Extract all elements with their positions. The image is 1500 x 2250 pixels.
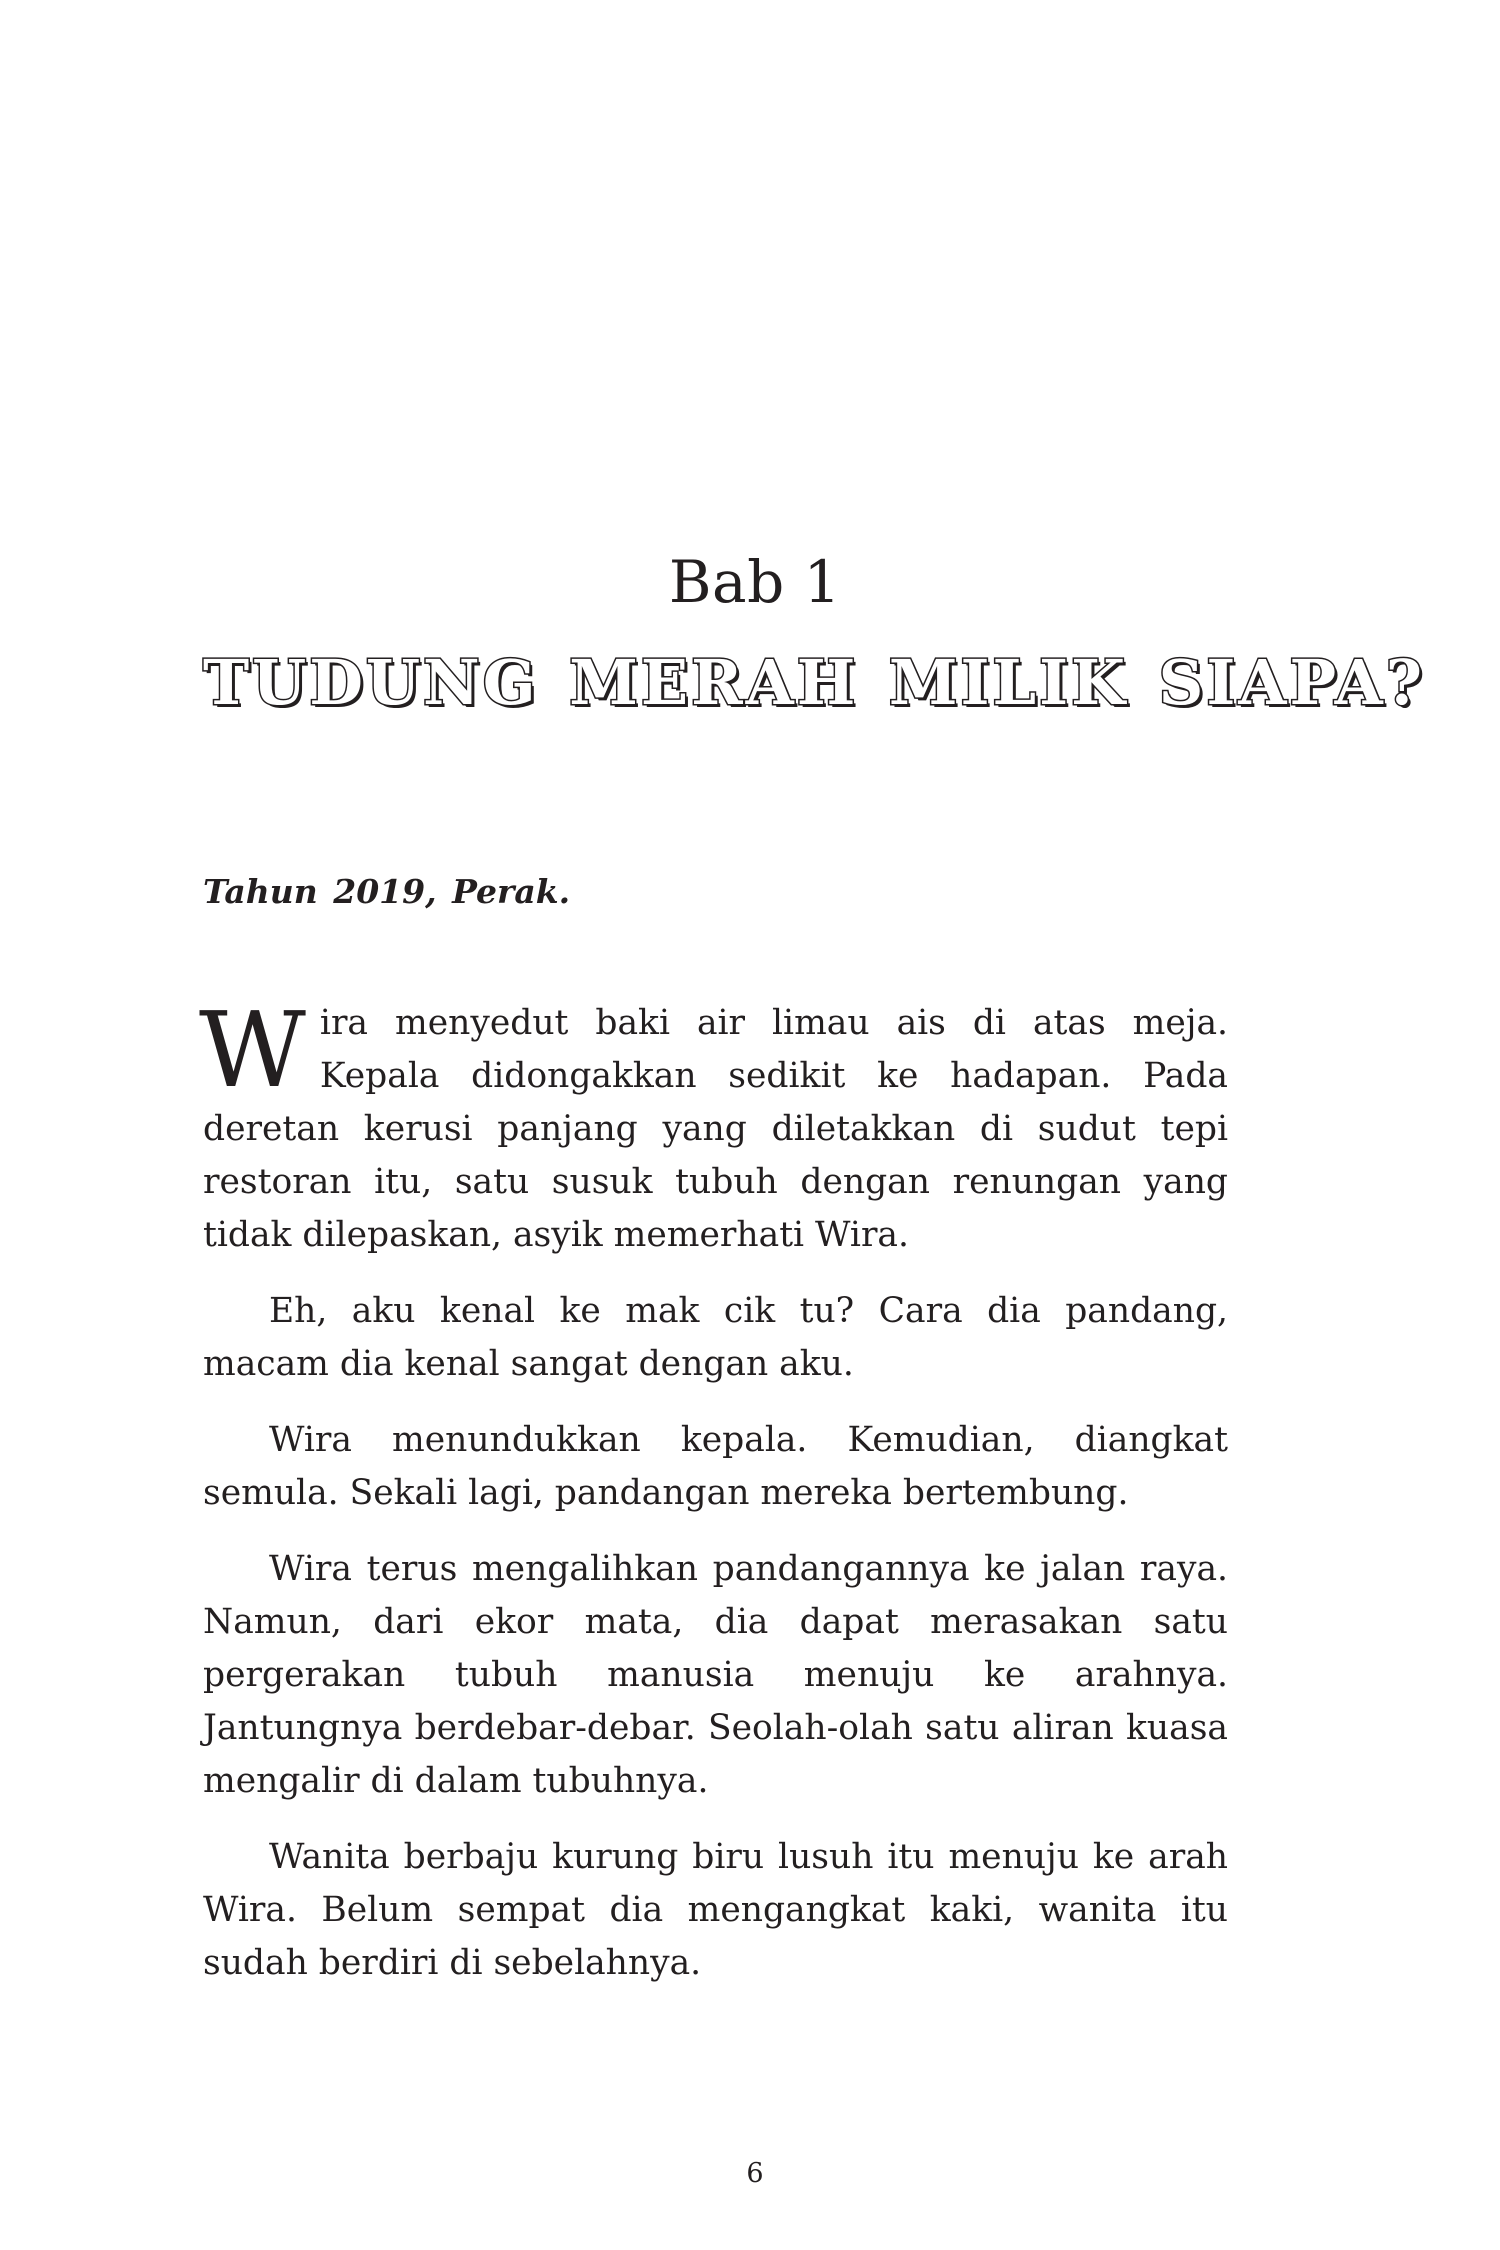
drop-cap: W [199, 989, 306, 1111]
paragraph-1 [199, 989, 1228, 1262]
page-number: 6 [746, 2158, 764, 2189]
paragraph-3: Wira menundukkan kepala. Kemudian, diangkat semula. Sekali lagi, pandangan mereka bertembung. [203, 1420, 1228, 1513]
paragraph-2: Eh, aku kenal ke mak cik tu? Cara dia pandang, macam dia kenal sangat dengan aku. [203, 1291, 1228, 1384]
paragraph-1-text: ira menyedut baki air limau ais di atas meja. Kepala didongakkan sedikit ke hadapan. Pada deretan kerusi panjang yang diletakkan di sudut tepi restoran itu, satu susuk tubuh dengan renungan yang tidak dilepaskan, asyik memerhati Wira. [203, 1003, 1228, 1255]
paragraph-5: Wanita berbaju kurung biru lusuh itu menuju ke arah Wira. Belum sempat dia mengangkat kaki, wanita itu sudah berdiri di sebelahnya. [203, 1837, 1228, 1983]
scene-heading: Tahun 2019, Perak. [203, 872, 571, 911]
chapter-title: TUDUNG MERAH MILIK SIAPA? [203, 646, 1426, 719]
paragraph-4: Wira terus mengalihkan pandangannya ke jalan raya. Namun, dari ekor mata, dia dapat merasakan satu pergerakan tubuh manusia menuju ke arahnya. Jantungnya berdebar-debar. Seolah-olah satu aliran kuasa mengalir di dalam tubuhnya. [203, 1549, 1228, 1801]
chapter-body [199, 989, 1228, 2013]
chapter-number: Bab 1 [668, 548, 842, 616]
